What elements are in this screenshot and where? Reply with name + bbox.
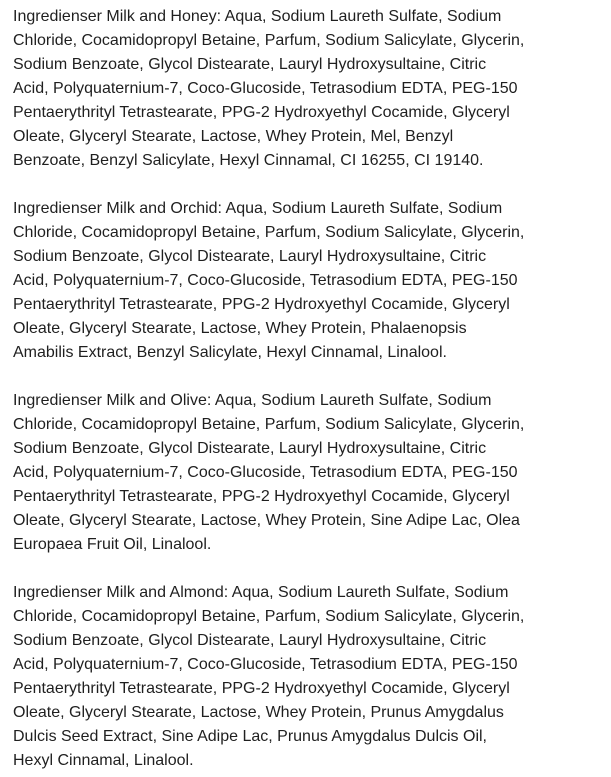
text-line: Oleate, Glyceryl Stearate, Lactose, Whey Protein, Sine Adipe Lac, Olea [13,512,520,529]
text-line: Chloride, Cocamidopropyl Betaine, Parfum, Sodium Salicylate, Glycerin, [13,32,525,49]
text-line: Hexyl Cinnamal, Linalool. [13,752,194,769]
text-line: Ingredienser Milk and Honey: Aqua, Sodium Laureth Sulfate, Sodium [13,8,502,25]
text-line: Sodium Benzoate, Glycol Distearate, Lauryl Hydroxysultaine, Citric [13,56,487,73]
ingredients-milk-and-almond [13,581,611,773]
text-line: Ingredienser Milk and Olive: Aqua, Sodium Laureth Sulfate, Sodium [13,392,492,409]
text-line: Oleate, Glyceryl Stearate, Lactose, Whey Protein, Phalaenopsis [13,320,467,337]
text-line: Dulcis Seed Extract, Sine Adipe Lac, Prunus Amygdalus Dulcis Oil, [13,728,487,745]
text-line: Sodium Benzoate, Glycol Distearate, Lauryl Hydroxysultaine, Citric [13,248,487,265]
ingredients-milk-and-olive [13,389,611,557]
text-line: Chloride, Cocamidopropyl Betaine, Parfum, Sodium Salicylate, Glycerin, [13,608,525,625]
text-line: Ingredienser Milk and Almond: Aqua, Sodium Laureth Sulfate, Sodium [13,584,509,601]
text-line: Acid, Polyquaternium-7, Coco-Glucoside, Tetrasodium EDTA, PEG-150 [13,656,518,673]
text-line: Europaea Fruit Oil, Linalool. [13,536,212,553]
text-line: Acid, Polyquaternium-7, Coco-Glucoside, Tetrasodium EDTA, PEG-150 [13,80,518,97]
text-line: Sodium Benzoate, Glycol Distearate, Lauryl Hydroxysultaine, Citric [13,440,487,457]
text-line: Amabilis Extract, Benzyl Salicylate, Hexyl Cinnamal, Linalool. [13,344,447,361]
text-line: Acid, Polyquaternium-7, Coco-Glucoside, Tetrasodium EDTA, PEG-150 [13,464,518,481]
text-line: Benzoate, Benzyl Salicylate, Hexyl Cinnamal, CI 16255, CI 19140. [13,152,484,169]
text-line: Oleate, Glyceryl Stearate, Lactose, Whey Protein, Mel, Benzyl [13,128,454,145]
ingredients-milk-and-honey [13,5,611,173]
text-line: Ingredienser Milk and Orchid: Aqua, Sodium Laureth Sulfate, Sodium [13,200,503,217]
text-line: Chloride, Cocamidopropyl Betaine, Parfum, Sodium Salicylate, Glycerin, [13,224,525,241]
text-line: Pentaerythrityl Tetrastearate, PPG-2 Hydroxyethyl Cocamide, Glyceryl [13,680,510,697]
ingredients-milk-and-orchid [13,197,611,365]
text-line: Pentaerythrityl Tetrastearate, PPG-2 Hydroxyethyl Cocamide, Glyceryl [13,104,510,121]
text-line: Oleate, Glyceryl Stearate, Lactose, Whey Protein, Prunus Amygdalus [13,704,504,721]
text-line: Chloride, Cocamidopropyl Betaine, Parfum, Sodium Salicylate, Glycerin, [13,416,525,433]
text-line: Pentaerythrityl Tetrastearate, PPG-2 Hydroxyethyl Cocamide, Glyceryl [13,296,510,313]
text-line: Pentaerythrityl Tetrastearate, PPG-2 Hydroxyethyl Cocamide, Glyceryl [13,488,510,505]
text-line: Sodium Benzoate, Glycol Distearate, Lauryl Hydroxysultaine, Citric [13,632,487,649]
text-line: Acid, Polyquaternium-7, Coco-Glucoside, Tetrasodium EDTA, PEG-150 [13,272,518,289]
